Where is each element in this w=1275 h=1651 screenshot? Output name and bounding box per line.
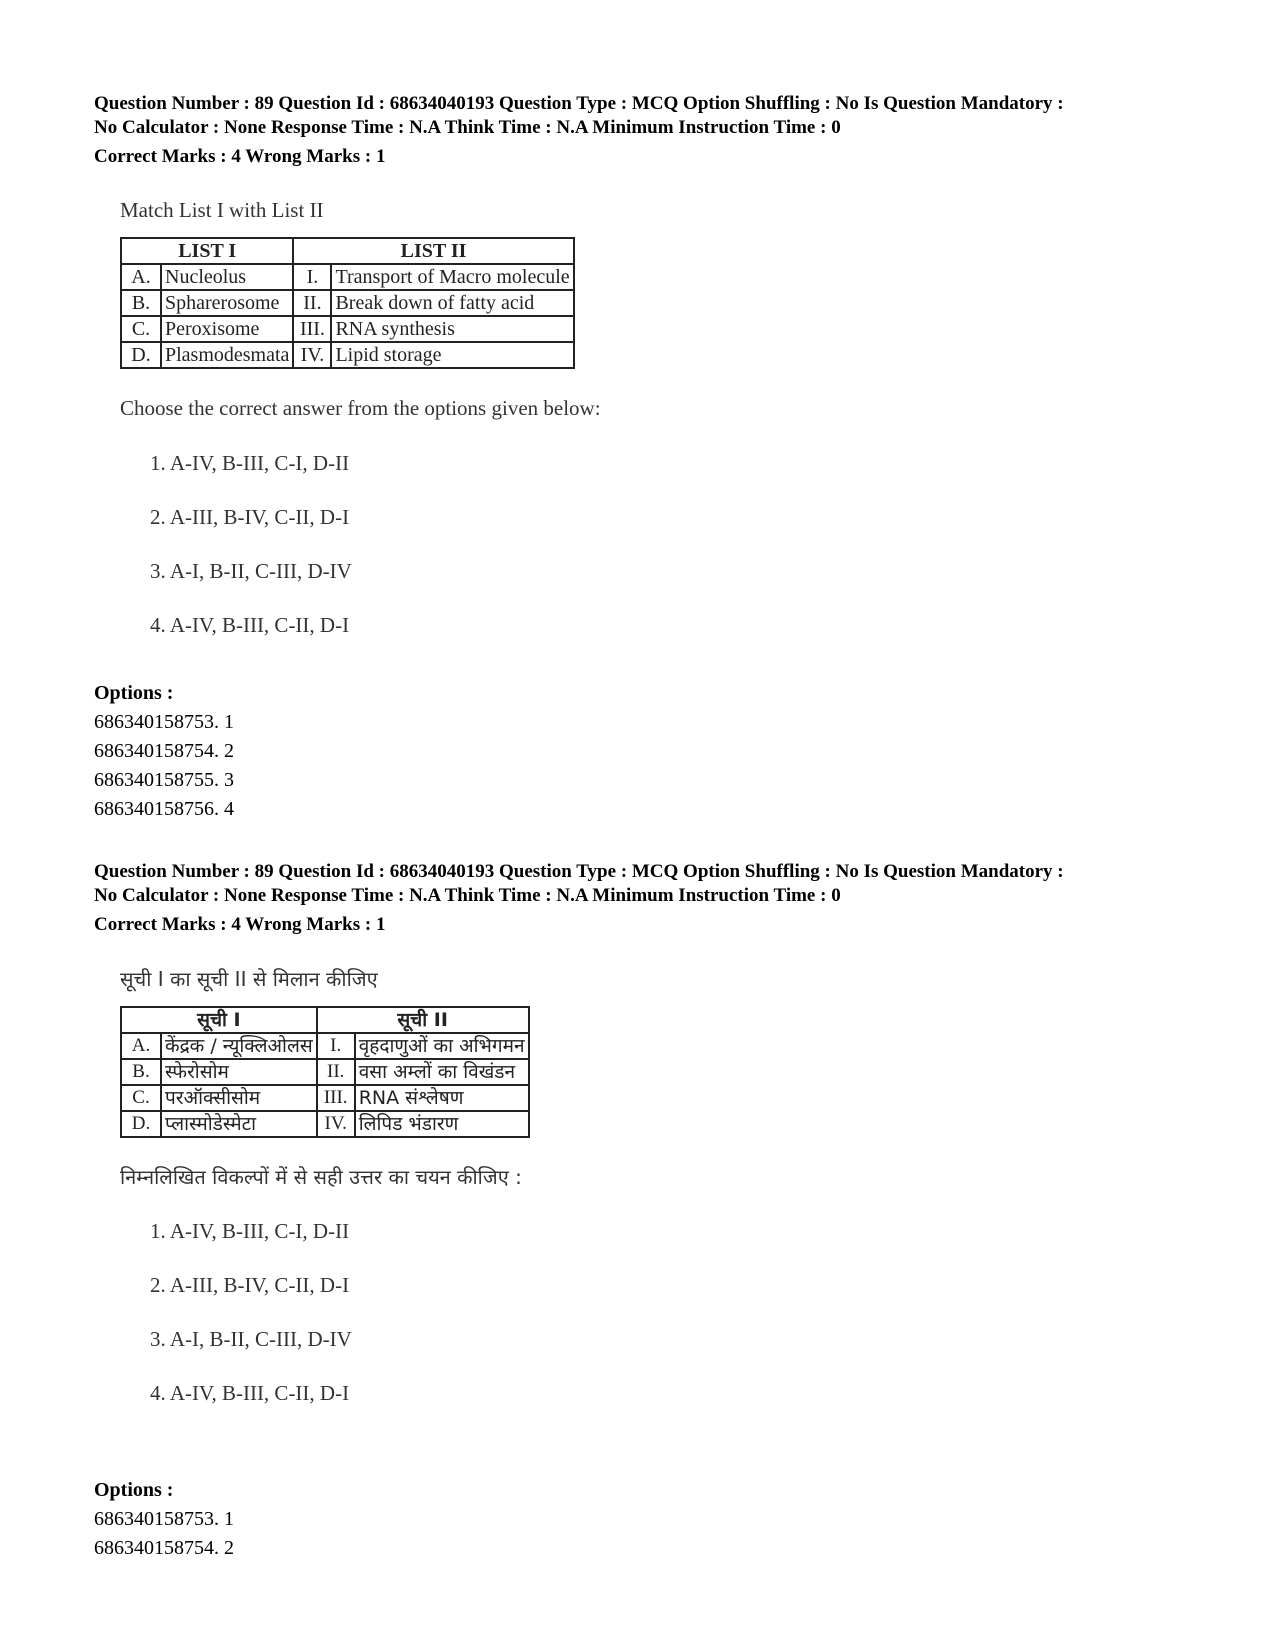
row-key: A. (121, 264, 161, 290)
choose-instruction: Choose the correct answer from the options given below: (120, 396, 601, 420)
row-numeral: III. (293, 316, 331, 342)
question-body-2 (120, 962, 740, 1430)
answer-choice: 3. A-I, B-II, C-III, D-IV (150, 559, 352, 583)
row-key: D. (121, 1111, 161, 1137)
question-header-1 (94, 92, 1194, 169)
table-row (121, 342, 574, 368)
list1-cell: स्फेरोसोम (161, 1059, 317, 1085)
row-numeral: II. (293, 290, 331, 316)
option-id: 686340158753. 1 (94, 711, 234, 733)
option-id: 686340158754. 2 (94, 740, 234, 762)
question-meta-line2: No Calculator : None Response Time : N.A Think Time : N.A Minimum Instruction Time : 0 (94, 885, 841, 906)
table-row (121, 316, 574, 342)
list2-cell: वृहदाणुओं का अभिगमन (355, 1033, 529, 1059)
answer-choice: 2. A-III, B-IV, C-II, D-I (150, 505, 350, 529)
list2-cell: Transport of Macro molecule (331, 264, 573, 290)
table-row (121, 264, 574, 290)
list1-header: LIST I (121, 238, 293, 264)
question-meta-line2: No Calculator : None Response Time : N.A Think Time : N.A Minimum Instruction Time : 0 (94, 117, 841, 138)
options-title: Options : (94, 682, 174, 704)
options-section-1 (94, 679, 1194, 824)
match-table (120, 237, 575, 369)
answer-choice: 1. A-IV, B-III, C-I, D-II (150, 1219, 350, 1243)
list1-cell: Plasmodesmata (161, 342, 293, 368)
row-key: D. (121, 342, 161, 368)
option-id: 686340158755. 3 (94, 769, 234, 791)
question-prompt: Match List I with List II (120, 198, 324, 222)
match-table (120, 1006, 530, 1138)
list1-cell: Peroxisome (161, 316, 293, 342)
option-id: 686340158753. 1 (94, 1508, 234, 1530)
answer-list (120, 1214, 740, 1410)
list2-cell: वसा अम्लों का विखंडन (355, 1059, 529, 1085)
question-prompt: सूची I का सूची II से मिलान कीजिए (120, 967, 378, 991)
question-meta-line1: Question Number : 89 Question Id : 68634040193 Question Type : MCQ Option Shuffling : No Is Question Mandatory : (94, 93, 1064, 114)
answer-list (120, 446, 740, 642)
row-numeral: III. (317, 1085, 355, 1111)
list2-header: LIST II (293, 238, 573, 264)
table-row (121, 290, 574, 316)
question-header-2 (94, 860, 1194, 937)
list1-cell: Spharerosome (161, 290, 293, 316)
table-row (121, 1085, 529, 1111)
answer-choice: 3. A-I, B-II, C-III, D-IV (150, 1327, 352, 1351)
option-id: 686340158756. 4 (94, 798, 234, 820)
list2-cell: RNA synthesis (331, 316, 573, 342)
table-row (121, 1059, 529, 1085)
row-key: C. (121, 316, 161, 342)
row-numeral: I. (293, 264, 331, 290)
answer-choice: 2. A-III, B-IV, C-II, D-I (150, 1273, 350, 1297)
list2-header: सूची II (317, 1007, 529, 1033)
option-id: 686340158754. 2 (94, 1537, 234, 1559)
row-numeral: IV. (317, 1111, 355, 1137)
row-key: B. (121, 290, 161, 316)
list1-header: सूची I (121, 1007, 317, 1033)
question-meta-line1: Question Number : 89 Question Id : 68634040193 Question Type : MCQ Option Shuffling : No Is Question Mandatory : (94, 861, 1064, 882)
list1-cell: परऑक्सीसोम (161, 1085, 317, 1111)
question-body-1 (120, 193, 740, 662)
row-numeral: II. (317, 1059, 355, 1085)
marks-line: Correct Marks : 4 Wrong Marks : 1 (94, 914, 386, 935)
list2-cell: RNA संश्लेषण (355, 1085, 529, 1111)
table-row (121, 1033, 529, 1059)
list1-cell: Nucleolus (161, 264, 293, 290)
table-row (121, 1111, 529, 1137)
options-section-2 (94, 1476, 1194, 1563)
choose-instruction: निम्नलिखित विकल्पों में से सही उत्तर का चयन कीजिए : (120, 1165, 522, 1189)
answer-choice: 4. A-IV, B-III, C-II, D-I (150, 613, 350, 637)
list2-cell: लिपिड भंडारण (355, 1111, 529, 1137)
options-title: Options : (94, 1479, 174, 1501)
list2-cell: Break down of fatty acid (331, 290, 573, 316)
row-key: A. (121, 1033, 161, 1059)
answer-choice: 1. A-IV, B-III, C-I, D-II (150, 451, 350, 475)
list2-cell: Lipid storage (331, 342, 573, 368)
marks-line: Correct Marks : 4 Wrong Marks : 1 (94, 146, 386, 167)
row-numeral: I. (317, 1033, 355, 1059)
answer-choice: 4. A-IV, B-III, C-II, D-I (150, 1381, 350, 1405)
row-key: C. (121, 1085, 161, 1111)
row-numeral: IV. (293, 342, 331, 368)
list1-cell: प्लास्मोडेस्मेटा (161, 1111, 317, 1137)
row-key: B. (121, 1059, 161, 1085)
list1-cell: केंद्रक / न्यूक्लिओलस (161, 1033, 317, 1059)
